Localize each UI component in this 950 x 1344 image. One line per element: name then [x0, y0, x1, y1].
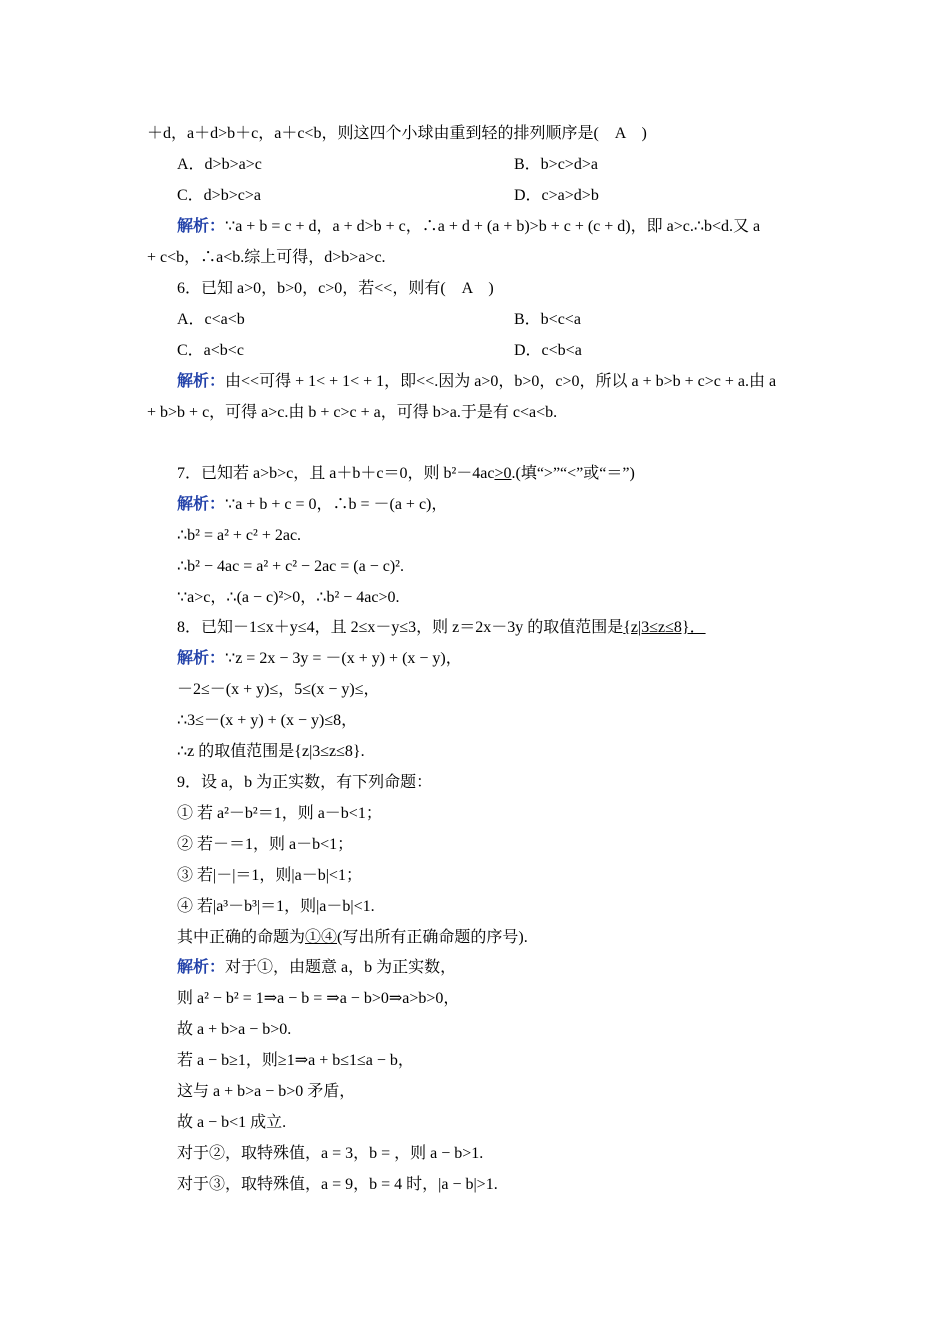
q7-solution-line-2: ∴b² = a² + c² + 2ac.	[177, 527, 302, 544]
q9-answer-prefix: 其中正确的命题为	[177, 929, 306, 946]
q7-solution-label: 解析：	[177, 496, 226, 513]
q9-solution-label: 解析：	[177, 959, 226, 976]
q5-option-a: A．d>b>a>c	[177, 156, 262, 173]
q5-solution-line-1	[177, 217, 760, 237]
q8-stem	[177, 618, 706, 638]
q9-solution-line-5: 这与 a + b>a − b>0 矛盾，	[177, 1083, 356, 1100]
q9-solution-line-3: 故 a + b>a − b>0.	[177, 1021, 292, 1038]
q7-stem	[177, 464, 635, 484]
q9-solution-line-2: 则 a² − b² = 1⇒a − b = ⇒a − b>0⇒a>b>0，	[177, 990, 460, 1007]
q5-stem: ＋d，a＋d>b＋c，a＋c<b，则这四个小球由重到轻的排列顺序是( A )	[147, 125, 647, 142]
q5-solution-text-1: ∵a + b = c + d，a + d>b + c，∴a + d + (a + b)>b + c + (c + d)，即 a>c.∴b<d.又 a	[225, 218, 761, 235]
q9-proposition-1: ① 若 a²－b²＝1，则 a－b<1；	[177, 805, 382, 822]
q9-answer-suffix: (写出所有正确命题的序号).	[337, 929, 528, 946]
q5-option-b: B．b>c>d>a	[514, 156, 598, 173]
q7-stem-tail: .(填“>”“<”或“＝”)	[511, 465, 635, 482]
q8-stem-text: 8．已知－1≤x＋y≤4，且 2≤x－y≤3，则 z＝2x－3y 的取值范围是	[177, 619, 624, 636]
q8-solution-text-1: ∵z = 2x − 3y = －(x + y) + (x − y)，	[225, 650, 462, 667]
q9-solution-line-6: 故 a − b<1 成立.	[177, 1114, 287, 1131]
q9-solution-line-7: 对于②，取特殊值，a = 3，b = ，则 a − b>1.	[177, 1145, 484, 1162]
q7-solution-text-1: ∵a + b + c = 0，∴b = －(a + c)，	[225, 496, 448, 513]
q7-answer: >0	[494, 465, 512, 482]
q8-answer: {z|3≤z≤8}．	[623, 619, 706, 636]
q5-option-d: D．c>a>d>b	[514, 187, 599, 204]
q7-stem-text: 7．已知若 a>b>c，且 a＋b＋c＝0，则 b²－4ac	[177, 465, 495, 482]
q9-solution-line-1	[177, 958, 456, 978]
q9-proposition-4: ④ 若|a³－b³|＝1，则|a－b|<1.	[177, 898, 375, 915]
q9-proposition-2: ② 若－＝1，则 a－b<1；	[177, 836, 354, 853]
q9-answer-line	[177, 928, 528, 948]
q5-option-c: C．d>b>c>a	[177, 187, 261, 204]
q7-solution-line-4: ∵a>c，∴(a − c)²>0，∴b² − 4ac>0.	[177, 589, 400, 606]
q6-stem: 6．已知 a>0，b>0，c>0，若<<，则有( A )	[177, 280, 494, 297]
q6-solution-text-1: 由<<可得 + 1< + 1< + 1，即<<.因为 a>0，b>0，c>0，所以 a + b>b + c>c + a.由 a	[225, 373, 777, 390]
q7-solution-line-3: ∴b² − 4ac = a² + c² − 2ac = (a − c)².	[177, 558, 404, 575]
q8-solution-line-1	[177, 649, 462, 669]
q5-solution-line-2: + c<b，∴a<b.综上可得，d>b>a>c.	[147, 249, 386, 266]
q5-solution-label: 解析：	[177, 218, 226, 235]
q6-option-d: D．c<b<a	[514, 342, 582, 359]
q8-solution-line-3: ∴3≤－(x + y) + (x − y)≤8，	[177, 712, 358, 729]
q6-solution-label: 解析：	[177, 373, 226, 390]
q8-solution-label: 解析：	[177, 650, 226, 667]
q9-solution-text-1: 对于①，由题意 a，b 为正实数，	[225, 959, 457, 976]
q8-solution-line-2: －2≤－(x + y)≤，5≤(x − y)≤，	[177, 681, 380, 698]
q9-solution-line-4: 若 a − b≥1，则≥1⇒a + b≤1≤a − b，	[177, 1052, 414, 1069]
q9-stem: 9．设 a，b 为正实数，有下列命题：	[177, 774, 433, 791]
q9-answer: ①④	[305, 929, 338, 946]
q6-option-a: A．c<a<b	[177, 311, 245, 328]
q9-solution-line-8: 对于③，取特殊值，a = 9，b = 4 时，|a − b|>1.	[177, 1176, 498, 1193]
q6-option-b: B．b<c<a	[514, 311, 581, 328]
q9-proposition-3: ③ 若|－|＝1，则|a－b|<1；	[177, 867, 362, 884]
q6-solution-line-1	[177, 372, 776, 392]
q6-option-c: C．a<b<c	[177, 342, 244, 359]
q7-solution-line-1	[177, 495, 447, 515]
q6-solution-line-2: + b>b + c，可得 a>c.由 b + c>c + a，可得 b>a.于是有 c<a<b.	[147, 404, 558, 421]
q8-solution-line-4: ∴z 的取值范围是{z|3≤z≤8}.	[177, 743, 365, 760]
